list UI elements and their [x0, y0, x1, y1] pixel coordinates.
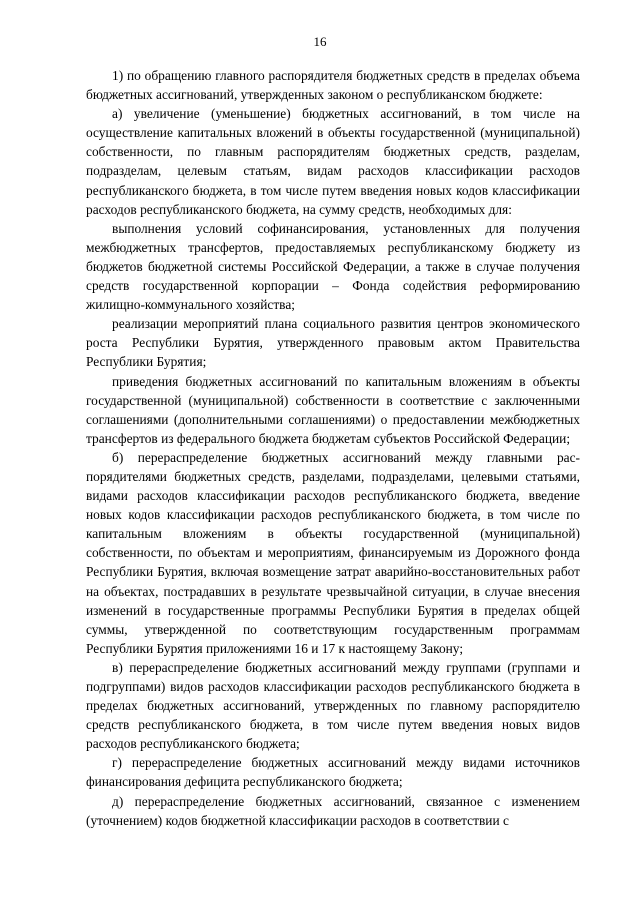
- page-number: 16: [313, 34, 327, 49]
- body-text: [86, 66, 580, 830]
- paragraph-item-1g: г) перераспределение бюджетных ассигнований между видами источников финансирования дефицита республиканского бюджета;: [86, 755, 580, 790]
- paragraph-item-1d: д) перераспределение бюджетных ассигнований, связанное с изменением (уточнением) кодов бюджетной классификации расходов в соответствии с: [86, 793, 580, 828]
- paragraph-item-1b: б) перераспределение бюджетных ассигнований между главными распорядителями бюджетных средств, разделами, подразделами, целевыми статьями, видами расходов классификации расходов республиканского бюджета, введение новых кодов классификации расходов республиканского бюджета, в том числе по капитальным вложениям в объекты государственной (муниципальной) собственности, по объектам и мероприятиям, финансируемым из Дорожного фонда Республики Бурятия, включая возмещение затрат аварийно-восстановительных работ на объектах, пострадавших в результате чрезвычайной ситуации, в случае внесения изменений в государственные программы Республики Бурятия в пределах общей суммы, утвержденной по соответствующим государственным программам Республики Бурятия приложениями 16 и 17 к настоящему Закону;: [86, 449, 580, 656]
- paragraph-item-1a: а) увеличение (уменьшение) бюджетных ассигнований, в том числе на осуществление капитальных вложений в объекты государственной (муниципальной) собственности, по главным распорядителям бюджетных средств, разделам, подразделам, целевым статьям, видам расходов классификации расходов республиканского бюджета, в том числе путем введения новых кодов классификации расходов республиканского бюджета, на сумму средств, необходимых для:: [86, 106, 580, 217]
- paragraph-cofinancing: выполнения условий софинансирования, установленных для получения межбюджетных трансфертов, предоставляемых республиканскому бюджету из бюджетов бюджетной системы Российской Федерации, а также в случае получения средств государственной корпорации – Фонда содействия реформированию жилищно-коммунального хозяйства;: [86, 220, 580, 313]
- paragraph-item-1v: в) перераспределение бюджетных ассигнований между группами (группами и подгруппами) видов расходов классификации расходов республиканского бюджета в пределах бюджетных ассигнований, утвержденных по главному распорядителю средств республиканского бюджета, в том числе путем введения новых видов расходов республиканского бюджета;: [86, 659, 580, 752]
- paragraph-social-development: реализации мероприятий плана социального развития центров экономического роста Республики Бурятия, утвержденного правовым актом Правительства Республики Бурятия;: [86, 316, 580, 370]
- paragraph-item-1: 1) по обращению главного распорядителя бюджетных средств в пределах объема бюджетных ассигнований, утвержденных законом о республиканском бюджете:: [86, 68, 580, 103]
- paragraph-capital-investments: приведения бюджетных ассигнований по капитальным вложениям в объекты государственной (муниципальной) собственности в соответствие с заключенными соглашениями (дополнительными соглашениями) о предоставлении межбюджетных трансфертов из федерального бюджета бюджетам субъектов Российской Федерации;: [86, 373, 580, 446]
